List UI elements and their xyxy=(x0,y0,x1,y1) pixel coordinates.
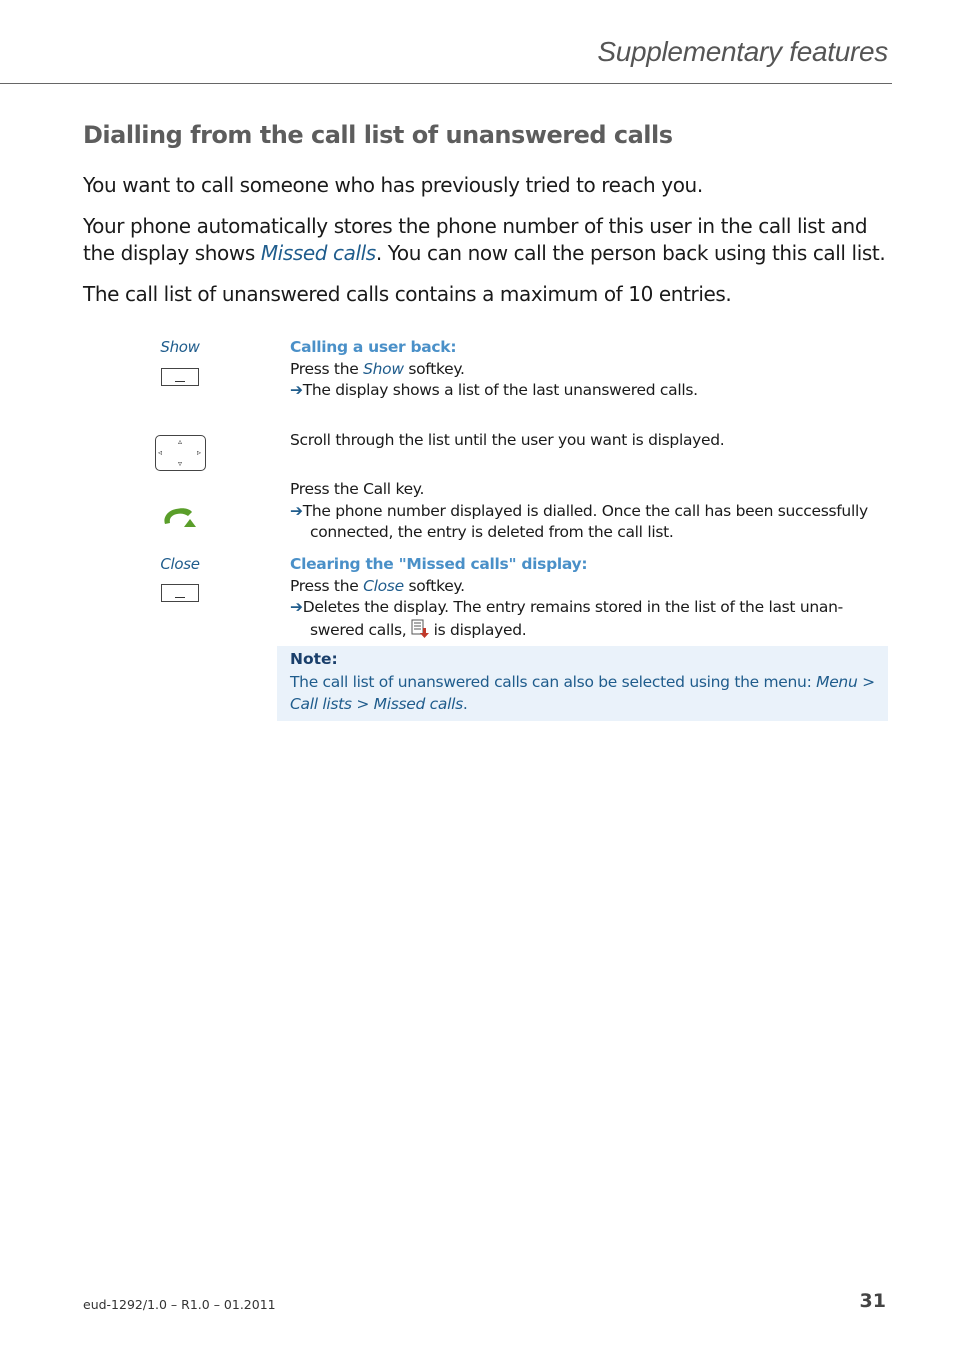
clearing-title: Clearing the "Missed calls" display: xyxy=(290,555,588,573)
press-call-instruction: Press the Call key. xyxy=(290,480,425,498)
header-title: Supplementary features xyxy=(597,36,888,67)
menu-path: Menu > Call lists > Missed calls xyxy=(290,673,875,713)
intro-p2-text-end: . You can now call the person back using this call list. xyxy=(375,241,886,265)
close-softkey-label: Close xyxy=(160,555,200,573)
close-result: ➔Deletes the display. The entry remains stored in the list of the last unan- xyxy=(290,598,843,616)
section-heading: Dialling from the call list of unanswered calls xyxy=(83,121,673,149)
step-clearing-display xyxy=(290,554,890,641)
close-result-cont: swered calls, is displayed. xyxy=(310,620,527,639)
navigation-key-icon[interactable]: ▵ ▿ ◃ ▹ xyxy=(155,435,206,471)
step-calling-back xyxy=(290,337,890,402)
call-key-icon[interactable] xyxy=(162,505,198,529)
note-text: The call list of unanswered calls can also be selected using the menu: Menu > Call lists > Missed calls. xyxy=(290,673,875,713)
scroll-instruction: Scroll through the list until the user you want is displayed. xyxy=(290,431,725,449)
show-result: ➔The display shows a list of the last unanswered calls. xyxy=(290,381,698,399)
intro-paragraph-1: You want to call someone who has previously tried to reach you. xyxy=(83,173,703,197)
missed-calls-term: Missed calls xyxy=(260,241,376,265)
show-softkey-label: Show xyxy=(160,338,200,356)
calling-back-title: Calling a user back: xyxy=(290,338,457,356)
call-result-cont: connected, the entry is deleted from the call list. xyxy=(310,523,674,541)
intro-p2-text: Your phone automatically stores the phone number of this user in the call list and the display shows xyxy=(83,214,868,265)
press-show-instruction: Press the Show softkey. xyxy=(290,359,465,378)
close-softkey-icon[interactable] xyxy=(161,584,199,602)
header-rule xyxy=(0,83,892,84)
show-softkey-icon[interactable] xyxy=(161,368,199,386)
page-number: 31 xyxy=(859,1290,886,1312)
footer-doc-id: eud-1292/1.0 – R1.0 – 01.2011 xyxy=(83,1297,276,1312)
intro-paragraph-2 xyxy=(83,213,893,267)
step-press-call xyxy=(290,479,890,544)
intro-paragraph-3: The call list of unanswered calls contains a maximum of 10 entries. xyxy=(83,282,732,306)
press-close-instruction: Press the Close softkey. xyxy=(290,576,465,595)
call-result: ➔The phone number displayed is dialled. Once the call has been successfully xyxy=(290,501,868,520)
missed-calls-icon xyxy=(411,619,429,638)
note-title: Note: xyxy=(290,650,338,668)
